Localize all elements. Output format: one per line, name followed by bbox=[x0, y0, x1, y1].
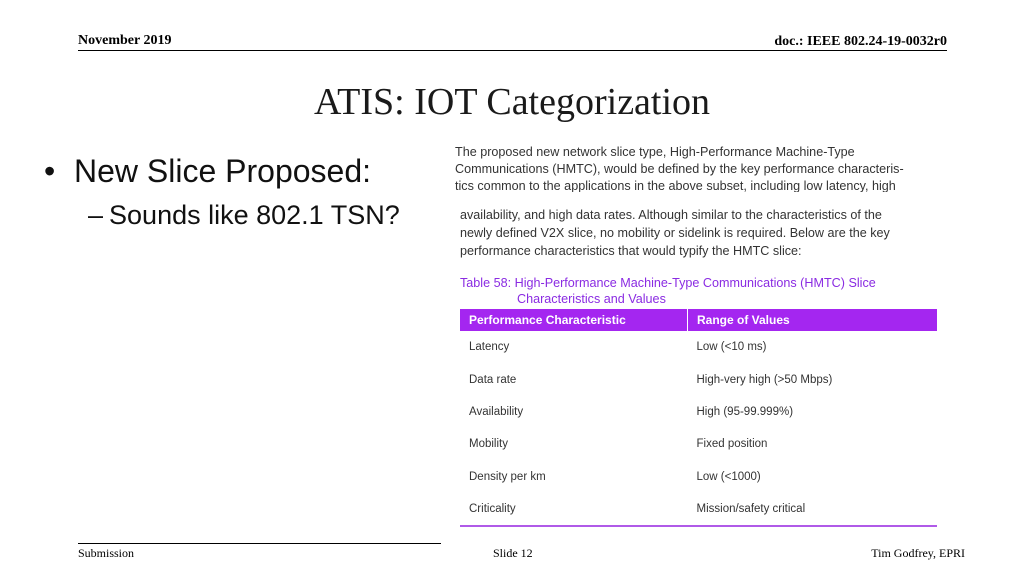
caption-line-1: Table 58: High-Performance Machine-Type Communications (HMTC) Slice bbox=[460, 276, 876, 290]
bullet-level2 bbox=[88, 200, 400, 231]
footer-rule bbox=[78, 543, 441, 544]
table-row bbox=[460, 461, 937, 493]
para1-line: tics common to the applications in the above subset, including low latency, high bbox=[455, 179, 896, 192]
para1-line: The proposed new network slice type, High-Performance Machine-Type bbox=[455, 145, 855, 159]
table-cell: Latency bbox=[469, 341, 510, 354]
header-date: November 2019 bbox=[78, 33, 172, 48]
table-row bbox=[460, 363, 937, 395]
para2-line: newly defined V2X slice, no mobility or sidelink is required. Below are the key bbox=[460, 226, 890, 240]
table-row bbox=[460, 493, 937, 526]
table-cell: High (95-99.999%) bbox=[696, 405, 794, 418]
excerpt-paragraph-2 bbox=[460, 206, 940, 260]
hmtc-table bbox=[460, 309, 937, 527]
slide-title: ATIS: IOT Categorization bbox=[313, 81, 711, 123]
table-header-cell: Range of Values bbox=[688, 309, 938, 331]
footer-submission: Submission bbox=[78, 546, 135, 560]
table-cell: Mobility bbox=[469, 438, 508, 451]
table-cell: Low (<10 ms) bbox=[696, 341, 767, 354]
caption-line-2: Characteristics and Values bbox=[517, 292, 666, 306]
footer-slide-number: Slide 12 bbox=[493, 546, 533, 560]
bullet-level2-text: Sounds like 802.1 TSN? bbox=[109, 200, 400, 230]
footer-author: Tim Godfrey, EPRI bbox=[871, 546, 965, 560]
header-rule bbox=[78, 50, 947, 51]
table-cell: Availability bbox=[469, 405, 524, 418]
table-cell: Data rate bbox=[469, 373, 517, 386]
table-row bbox=[460, 331, 937, 363]
table-header-cell: Performance Characteristic bbox=[460, 309, 688, 331]
table-caption bbox=[460, 275, 930, 307]
bullet-level1 bbox=[44, 153, 371, 190]
table-header-row bbox=[460, 309, 937, 331]
bullet-dash: – bbox=[88, 200, 104, 230]
bullet-dot: • bbox=[44, 153, 56, 189]
para1-line: Communications (HMTC), would be defined by the key performance characteris- bbox=[455, 162, 904, 176]
excerpt-paragraph-1 bbox=[455, 144, 945, 192]
document-excerpt-image bbox=[441, 140, 946, 543]
table-cell: Fixed position bbox=[696, 438, 768, 451]
para2-line: availability, and high data rates. Although similar to the characteristics of the bbox=[460, 208, 882, 222]
table-cell: Density per km bbox=[469, 470, 546, 483]
header-doc-id: doc.: IEEE 802.24-19-0032r0 bbox=[774, 34, 947, 49]
table-row bbox=[460, 428, 937, 460]
table-row bbox=[460, 396, 937, 428]
bullet-level1-text: New Slice Proposed: bbox=[74, 153, 372, 189]
table-cell: Mission/safety critical bbox=[688, 493, 938, 526]
para2-line: performance characteristics that would typify the HMTC slice: bbox=[460, 244, 802, 258]
table-cell: High-very high (>50 Mbps) bbox=[696, 373, 833, 386]
table-cell: Criticality bbox=[460, 493, 688, 526]
table-cell: Low (<1000) bbox=[696, 470, 761, 483]
